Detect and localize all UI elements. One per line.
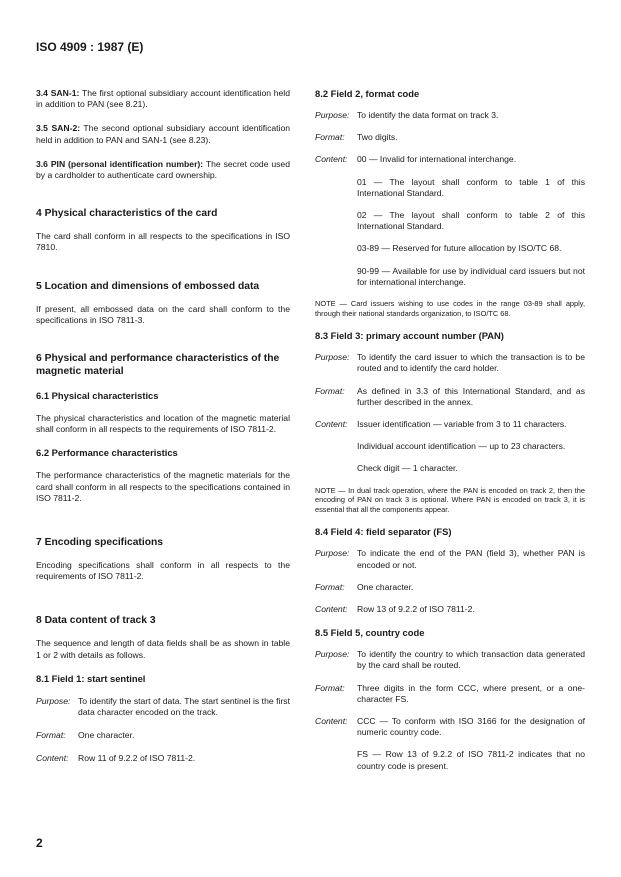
content-row xyxy=(315,716,585,738)
note-dual-track: NOTE — In dual track operation, where the PAN is encoded on track 2, then the encoding of PAN on track 3 is optional. Where PAN is encoded on track 3, it is essential that all the components appear. xyxy=(315,485,585,514)
section-8-heading: 8 Data content of track 3 xyxy=(36,615,156,627)
definition-text: The first optional subsidiary account identification held in addition to PAN (see 8.21). xyxy=(36,88,290,110)
format-text: Three digits in the form CCC, where present, or a one-character FS. xyxy=(357,682,585,704)
purpose-text: To identify the start of data. The start sentinel is the first data character encoded on the track. xyxy=(78,695,290,718)
format-code-01: 01 — The layout shall conform to table 1 of this International Standard. xyxy=(357,176,585,198)
content-text: Row 11 of 9.2.2 of ISO 7811-2. xyxy=(78,753,196,764)
section-5-text: If present, all embossed data on the card shall conform to the specifications in ISO 7811-3. xyxy=(36,303,290,325)
format-label: Format: xyxy=(315,132,345,143)
content-label: Content: xyxy=(315,419,348,430)
section-8-5-heading: 8.5 Field 5, country code xyxy=(315,627,425,639)
content-row xyxy=(36,753,290,764)
content-text: Issuer identification — variable from 3 to 11 characters. xyxy=(357,419,567,430)
content-label: Content: xyxy=(315,604,348,615)
section-8-1-heading: 8.1 Field 1: start sentinel xyxy=(36,672,146,684)
section-6-2-heading: 6.2 Performance characteristics xyxy=(36,447,178,459)
content-label: Content: xyxy=(36,753,69,764)
definition-text: The second optional subsidiary account identification held in addition to PAN and SAN-1 (see 8.23). xyxy=(36,123,291,145)
format-text: As defined in 3.3 of this International Standard, and as further described in the annex. xyxy=(357,385,585,407)
section-7-text: Encoding specifications shall conform in all respects to the requirements of ISO 7811-2. xyxy=(36,560,290,582)
section-4-heading: 4 Physical characteristics of the card xyxy=(36,208,218,220)
document-header: ISO 4909 : 1987 (E) xyxy=(36,40,144,54)
section-8-2-heading: 8.2 Field 2, format code xyxy=(315,88,420,99)
format-label: Format: xyxy=(315,385,345,396)
purpose-row xyxy=(36,696,290,718)
purpose-label: Purpose: xyxy=(315,110,350,120)
section-8-text: The sequence and length of data fields shall be as shown in table 1 or 2 with details as follows. xyxy=(36,638,290,660)
clause-number: 3.5 xyxy=(36,123,48,134)
definition-3-5 xyxy=(36,123,290,145)
right-column xyxy=(315,88,585,772)
purpose-label: Purpose: xyxy=(315,548,350,559)
purpose-text: To indicate the end of the PAN (field 3), whether PAN is encoded or not. xyxy=(357,548,585,570)
purpose-row xyxy=(315,352,585,374)
clause-number: 3.4 xyxy=(36,88,48,98)
content-row xyxy=(315,419,585,430)
section-4-text: The card shall conform in all respects to the specifications in ISO 7810. xyxy=(36,231,290,253)
section-6-1-text: The physical characteristics and location of the magnetic material shall conform in all respects to the requirements of ISO 7811-2. xyxy=(36,413,290,435)
purpose-row xyxy=(315,548,585,570)
definition-3-6 xyxy=(36,159,290,181)
page-number: 2 xyxy=(36,836,43,850)
purpose-label: Purpose: xyxy=(315,649,350,660)
format-row xyxy=(315,582,585,593)
purpose-text: To identify the data format on track 3. xyxy=(357,110,499,120)
note-format-codes: NOTE — Card issuers wishing to use codes in the range 03-89 shall apply, through their national standards organization, to ISO/TC 68. xyxy=(315,299,585,318)
format-code-02: 02 — The layout shall conform to table 2 of this International Standard. xyxy=(357,210,585,232)
section-8-4-heading: 8.4 Field 4: field separator (FS) xyxy=(315,526,452,538)
format-row xyxy=(315,386,585,408)
format-row xyxy=(315,132,585,143)
purpose-row xyxy=(315,649,585,671)
country-code-fs: FS — Row 13 of 9.2.2 of ISO 7811-2 indicates that no country code is present. xyxy=(357,749,585,771)
content-text: Row 13 of 9.2.2 of ISO 7811-2. xyxy=(357,604,475,615)
format-label: Format: xyxy=(315,682,345,693)
term: SAN-1: xyxy=(50,88,80,98)
definition-text: The secret code used by a cardholder to authenticate card ownership. xyxy=(36,158,290,181)
term: PIN (personal identification number): xyxy=(50,158,204,169)
format-code-03-89: 03-89 — Reserved for future allocation by ISO/TC 68. xyxy=(357,243,562,254)
format-label: Format: xyxy=(315,581,345,592)
content-label: Content: xyxy=(315,716,348,727)
format-text: One character. xyxy=(78,730,135,741)
purpose-text: To identify the country to which transaction data generated by the card shall be routed. xyxy=(357,649,585,671)
format-row xyxy=(315,683,585,705)
section-8-3-heading: 8.3 Field 3: primary account number (PAN) xyxy=(315,330,504,342)
left-column xyxy=(36,88,290,765)
section-6-1-heading: 6.1 Physical characteristics xyxy=(36,390,159,402)
purpose-text: To identify the card issuer to which the transaction is to be routed and to identify the card holder. xyxy=(357,352,585,374)
definition-3-4 xyxy=(36,88,290,110)
section-6-heading: 6 Physical and performance characteristics of the magnetic material xyxy=(36,353,280,378)
format-row xyxy=(36,730,290,741)
format-text: One character. xyxy=(357,581,414,592)
content-label: Content: xyxy=(315,154,348,165)
purpose-label: Purpose: xyxy=(36,695,71,706)
section-6-2-text: The performance characteristics of the magnetic materials for the card shall conform in all respects to the specifications contained in ISO 7811-2. xyxy=(36,470,290,503)
content-text: CCC — To conform with ISO 3166 for the designation of numeric country code. xyxy=(357,716,585,738)
clause-number: 3.6 xyxy=(36,158,48,169)
purpose-label: Purpose: xyxy=(315,352,350,363)
format-label: Format: xyxy=(36,730,66,741)
format-code-90-99: 90-99 — Available for use by individual card issuers but not for international interchange. xyxy=(357,265,585,287)
section-5-heading: 5 Location and dimensions of embossed data xyxy=(36,280,260,292)
content-row xyxy=(315,604,585,615)
content-row xyxy=(315,154,585,165)
content-text: 00 — Invalid for international interchange. xyxy=(357,154,517,165)
term: SAN-2: xyxy=(51,123,81,134)
format-text: Two digits. xyxy=(357,132,398,143)
pan-check-digit: Check digit — 1 character. xyxy=(357,463,458,474)
pan-account-identification: Individual account identification — up to 23 characters. xyxy=(357,441,566,452)
purpose-row xyxy=(315,110,585,121)
section-7-heading: 7 Encoding specifications xyxy=(36,537,164,549)
